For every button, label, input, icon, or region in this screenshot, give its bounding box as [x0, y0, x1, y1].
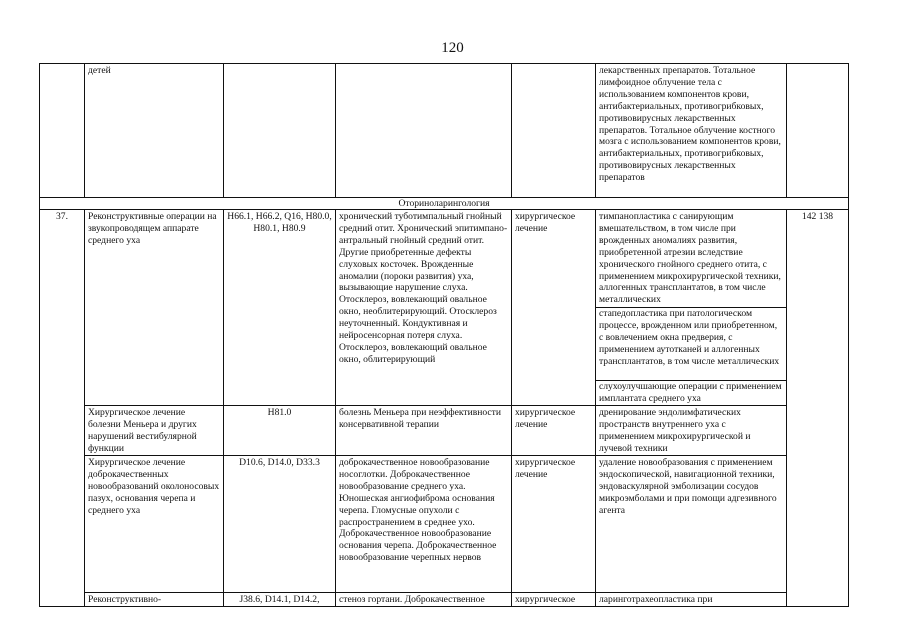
method-item: тимпанопластика с санирующим вмешательством, в том числе при врожденных аномалиях развития, приобретенной атрезии вследствие хронического гнойного среднего отита, с применением микрохирургической техники, аллогенных трансплантатов, в том числе металлических — [599, 211, 781, 306]
table-row — [40, 210, 849, 406]
cell-cost: 142 138 — [787, 210, 849, 607]
cell-model: хронический туботимпальный гнойный средний отит. Хронический эпитимпано-антральный гнойный средний отит. Другие приобретенные дефекты слуховых косточек. Врожденные аномалии (пороки развития) уха, вызывающие нарушение слуха. Отосклероз, вовлекающий овальное окно, необлитерирующий. Отосклероз неуточненный. Кондуктивная и нейросенсорная потеря слуха. Отосклероз, вовлекающий овальное окно, облитерирующий — [336, 210, 512, 406]
cell-codes: D10.6, D14.0, D33.3 — [224, 456, 336, 593]
cell-method: лекарственных препаратов. Тотальное лимфоидное облучение тела с использованием компонентов крови, антибактериальных, противогрибковых, противовирусных лекарственных препаратов. Тотальное облучение костного мозга с использованием компонентов крови, антибактериальных, противогрибковых, противовирусных лекарственных препаратов — [596, 64, 787, 198]
table-row — [40, 406, 849, 456]
section-title: Оториноларингология — [40, 198, 849, 210]
cell-model: стеноз гортани. Доброкачественное — [336, 593, 512, 607]
cell-type: хирургическое — [512, 593, 596, 607]
method-item: слухоулучшающие операции с применением имплантата среднего уха — [596, 380, 786, 405]
cell-method: удаление новообразования с применением эндоскопической, навигационной техники, эндоваскулярной эмболизации сосудов микроэмболами и при помощи адгезивного агента — [596, 456, 787, 593]
cell-name: Реконструктивные операции на звукопроводящем аппарате среднего уха — [85, 210, 224, 406]
services-table — [39, 63, 849, 607]
cell-type: хирургическое лечение — [512, 456, 596, 593]
table-row — [40, 456, 849, 593]
cell-codes: H66.1, H66.2, Q16, H80.0, H80.1, H80.9 — [224, 210, 336, 406]
cell-method: ларинготрахеопластика при — [596, 593, 787, 607]
cell-methods — [596, 210, 787, 406]
cell-cost-empty — [787, 64, 849, 198]
cell-type: хирургическое лечение — [512, 406, 596, 456]
cell-name: Реконструктивно- — [85, 593, 224, 607]
cell-codes: J38.6, D14.1, D14.2, — [224, 593, 336, 607]
cell-name: детей — [85, 64, 224, 198]
cell-name: Хирургическое лечение болезни Меньера и других нарушений вестибулярной функции — [85, 406, 224, 456]
table-row-continuation — [40, 64, 849, 198]
cell-number-empty — [40, 64, 85, 198]
cell-codes: H81.0 — [224, 406, 336, 456]
cell-model: доброкачественное новообразование носоглотки. Доброкачественное новообразование среднего уха. Юношеская ангиофиброма основания черепа. Гломусные опухоли с распространением в среднее ухо. Доброкачественное новообразование основания черепа. Доброкачественное новообразование черепных нервов — [336, 456, 512, 593]
method-item: стапедопластика при патологическом процессе, врожденном или приобретенном, с вовлечением окна предверия, с применением аутотканей и аллогенных трансплантатов, в том числе металлических — [596, 307, 786, 380]
services-table-wrapper — [39, 63, 848, 607]
cell-type: хирургическое лечение — [512, 210, 596, 406]
cell-method: дренирование эндолимфатических пространств внутреннего уха с применением микрохирургической и лучевой техники — [596, 406, 787, 456]
cell-number: 37. — [40, 210, 85, 607]
cell-name: Хирургическое лечение доброкачественных новообразований околоносовых пазух, основания черепа и среднего уха — [85, 456, 224, 593]
table-row — [40, 593, 849, 607]
cell-codes-empty — [224, 64, 336, 198]
page-number: 120 — [441, 40, 464, 56]
section-header-row — [40, 198, 849, 210]
cell-model-empty — [336, 64, 512, 198]
cell-model: болезнь Меньера при неэффективности консервативной терапии — [336, 406, 512, 456]
cell-type-empty — [512, 64, 596, 198]
